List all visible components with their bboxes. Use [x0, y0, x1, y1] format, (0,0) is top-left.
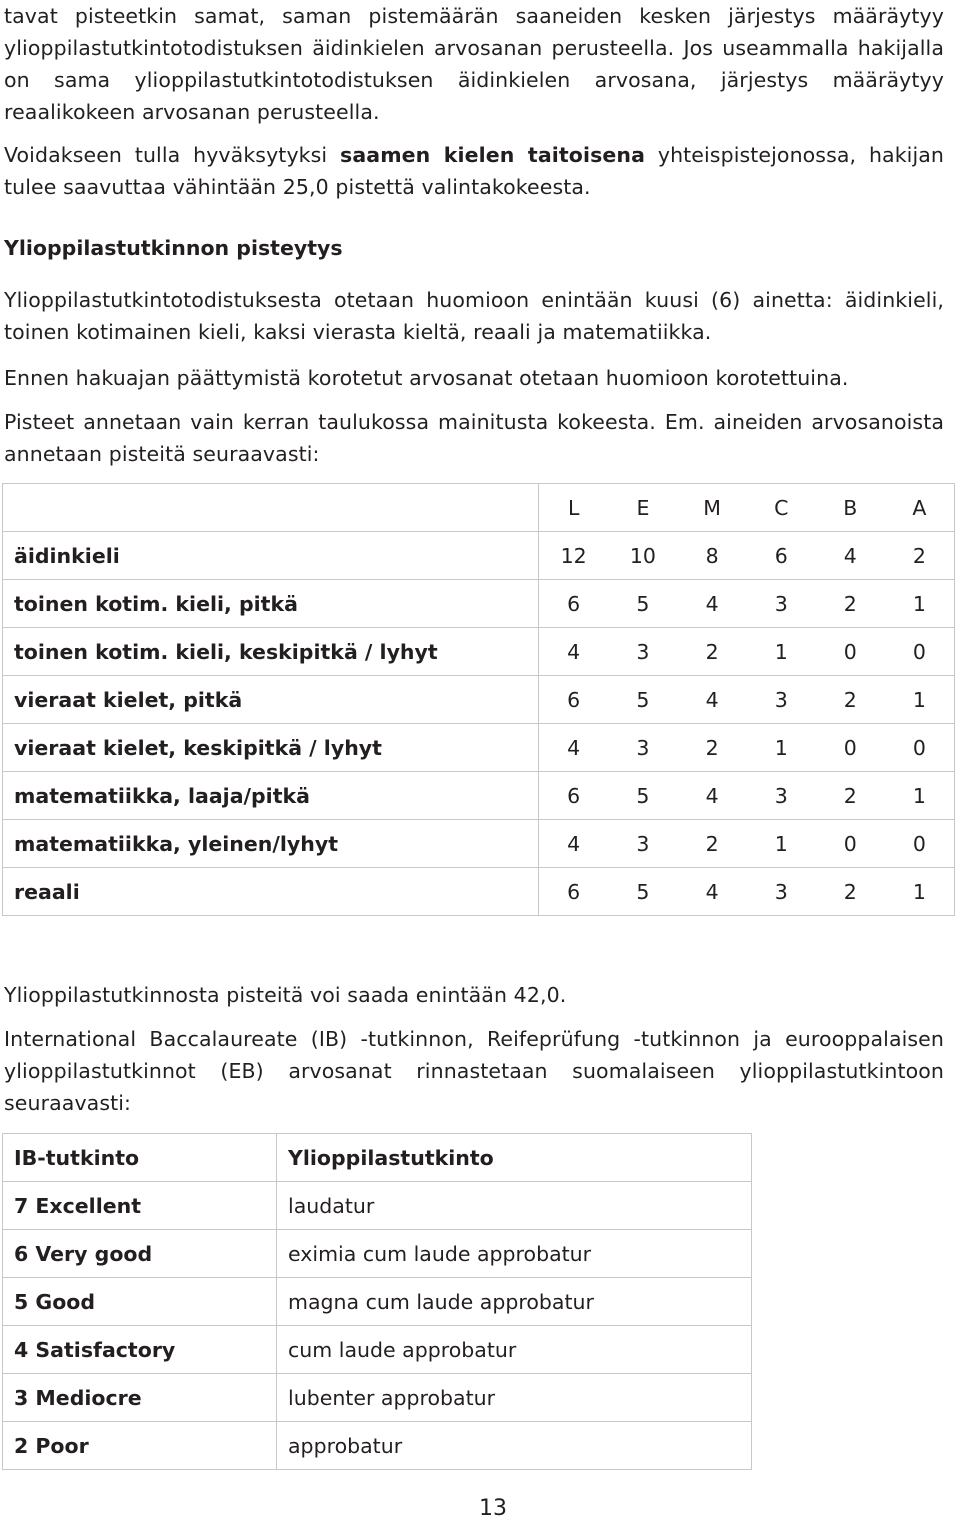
subject-cell: äidinkieli	[3, 532, 539, 580]
points-cell: 2	[816, 868, 885, 916]
section-heading: Ylioppilastutkinnon pisteytys	[4, 236, 343, 260]
ib-header-row	[3, 1134, 752, 1182]
points-cell: 0	[885, 820, 955, 868]
points-cell: 5	[608, 772, 677, 820]
paragraph-saami-requirement	[4, 139, 944, 203]
paragraph-text: Voidakseen tulla hyväksytyksi	[4, 143, 341, 167]
subject-cell: vieraat kielet, pitkä	[3, 676, 539, 724]
points-cell: 8	[678, 532, 747, 580]
points-cell: 4	[539, 820, 609, 868]
table-row	[3, 772, 955, 820]
table-row	[3, 628, 955, 676]
points-cell: 3	[747, 868, 816, 916]
paragraph-max-points: Ylioppilastutkinnosta pisteitä voi saada enintään 42,0.	[4, 983, 567, 1007]
points-cell: 1	[885, 868, 955, 916]
paragraph-tie-break: tavat pisteetkin samat, saman pistemäärän saaneiden kesken järjestys määräytyy ylioppilastutkintotodistuksen äidinkielen arvosanan perusteella. Jos useammalla hakijalla on sama ylioppilastutkintotodistuksen äidinkielen arvosana, järjestys määräytyy reaalikokeen arvosanan perusteella.	[4, 4, 944, 124]
points-cell: 3	[608, 820, 677, 868]
grade-points-table	[2, 483, 955, 916]
ib-grade-cell: 6 Very good	[3, 1230, 277, 1278]
yo-grade-cell: laudatur	[277, 1182, 752, 1230]
ib-table-row	[3, 1422, 752, 1470]
grade-header-E: E	[608, 484, 677, 532]
ib-table-row	[3, 1326, 752, 1374]
ib-grade-cell: 5 Good	[3, 1278, 277, 1326]
subject-cell: toinen kotim. kieli, keskipitkä / lyhyt	[3, 628, 539, 676]
points-cell: 4	[539, 724, 609, 772]
points-cell: 0	[816, 724, 885, 772]
grade-header-B: B	[816, 484, 885, 532]
grade-header-A: A	[885, 484, 955, 532]
points-cell: 4	[816, 532, 885, 580]
points-cell: 3	[608, 628, 677, 676]
points-cell: 2	[816, 580, 885, 628]
points-cell: 1	[885, 772, 955, 820]
points-cell: 6	[747, 532, 816, 580]
paragraph-text: yhteispistejonossa, hakijan tulee saavuttaa vähintään 25,0 pistettä valintakokeesta.	[4, 143, 945, 199]
points-cell: 1	[747, 820, 816, 868]
points-cell: 2	[816, 676, 885, 724]
yo-grade-cell: cum laude approbatur	[277, 1326, 752, 1374]
bold-phrase: saamen kielen taitoisena	[340, 143, 646, 167]
ib-table-row	[3, 1182, 752, 1230]
subject-cell: matematiikka, laaja/pitkä	[3, 772, 539, 820]
points-cell: 2	[678, 724, 747, 772]
points-cell: 1	[747, 724, 816, 772]
table-header-row	[3, 484, 955, 532]
ib-table-row	[3, 1230, 752, 1278]
points-cell: 5	[608, 868, 677, 916]
subject-cell: vieraat kielet, keskipitkä / lyhyt	[3, 724, 539, 772]
points-cell: 2	[816, 772, 885, 820]
yo-grade-cell: magna cum laude approbatur	[277, 1278, 752, 1326]
points-cell: 0	[885, 724, 955, 772]
points-cell: 10	[608, 532, 677, 580]
points-cell: 2	[885, 532, 955, 580]
points-cell: 3	[747, 580, 816, 628]
paragraph-raised-grades: Ennen hakuajan päättymistä korotetut arvosanat otetaan huomioon korotettuina.	[4, 366, 849, 390]
ib-column-header: IB-tutkinto	[3, 1134, 277, 1182]
ib-grade-cell: 7 Excellent	[3, 1182, 277, 1230]
points-cell: 1	[747, 628, 816, 676]
table-row	[3, 724, 955, 772]
paragraph-points-intro: Pisteet annetaan vain kerran taulukossa mainitusta kokeesta. Em. aineiden arvosanoista annetaan pisteitä seuraavasti:	[4, 410, 944, 466]
table-row	[3, 820, 955, 868]
ib-grade-cell: 2 Poor	[3, 1422, 277, 1470]
grade-header-C: C	[747, 484, 816, 532]
points-cell: 5	[608, 580, 677, 628]
points-cell: 4	[678, 772, 747, 820]
points-cell: 2	[678, 820, 747, 868]
points-cell: 1	[885, 580, 955, 628]
yo-grade-cell: lubenter approbatur	[277, 1374, 752, 1422]
subject-cell: reaali	[3, 868, 539, 916]
ib-grade-cell: 3 Mediocre	[3, 1374, 277, 1422]
points-cell: 3	[747, 676, 816, 724]
points-cell: 6	[539, 772, 609, 820]
points-cell: 0	[885, 628, 955, 676]
points-cell: 1	[885, 676, 955, 724]
ib-table-row	[3, 1278, 752, 1326]
yo-grade-cell: eximia cum laude approbatur	[277, 1230, 752, 1278]
yo-column-header: Ylioppilastutkinto	[277, 1134, 752, 1182]
table-row	[3, 580, 955, 628]
points-cell: 6	[539, 676, 609, 724]
subject-cell: toinen kotim. kieli, pitkä	[3, 580, 539, 628]
yo-grade-cell: approbatur	[277, 1422, 752, 1470]
table-row	[3, 532, 955, 580]
grade-header-L: L	[539, 484, 609, 532]
points-cell: 6	[539, 868, 609, 916]
points-cell: 4	[678, 676, 747, 724]
table-row	[3, 676, 955, 724]
page-number: 13	[479, 1496, 507, 1521]
ib-grade-cell: 4 Satisfactory	[3, 1326, 277, 1374]
points-cell: 3	[608, 724, 677, 772]
header-blank-cell	[3, 484, 539, 532]
table-row	[3, 868, 955, 916]
points-cell: 4	[678, 580, 747, 628]
subject-cell: matematiikka, yleinen/lyhyt	[3, 820, 539, 868]
points-cell: 5	[608, 676, 677, 724]
points-cell: 2	[678, 628, 747, 676]
paragraph-subjects: Ylioppilastutkintotodistuksesta otetaan huomioon enintään kuusi (6) ainetta: äidinkieli, toinen kotimainen kieli, kaksi vierasta kieltä, reaali ja matematiikka.	[4, 288, 944, 344]
ib-equivalence-table	[2, 1133, 752, 1470]
paragraph-ib-equivalence: International Baccalaureate (IB) -tutkinnon, Reifeprüfung -tutkinnon ja eurooppalaisen ylioppilastutkinnot (EB) arvosanat rinnastetaan suomalaiseen ylioppilastutkintoon seuraavasti:	[4, 1027, 944, 1115]
points-cell: 3	[747, 772, 816, 820]
grade-header-M: M	[678, 484, 747, 532]
points-cell: 6	[539, 580, 609, 628]
points-cell: 12	[539, 532, 609, 580]
points-cell: 4	[678, 868, 747, 916]
points-cell: 0	[816, 628, 885, 676]
points-cell: 4	[539, 628, 609, 676]
ib-table-row	[3, 1374, 752, 1422]
points-cell: 0	[816, 820, 885, 868]
